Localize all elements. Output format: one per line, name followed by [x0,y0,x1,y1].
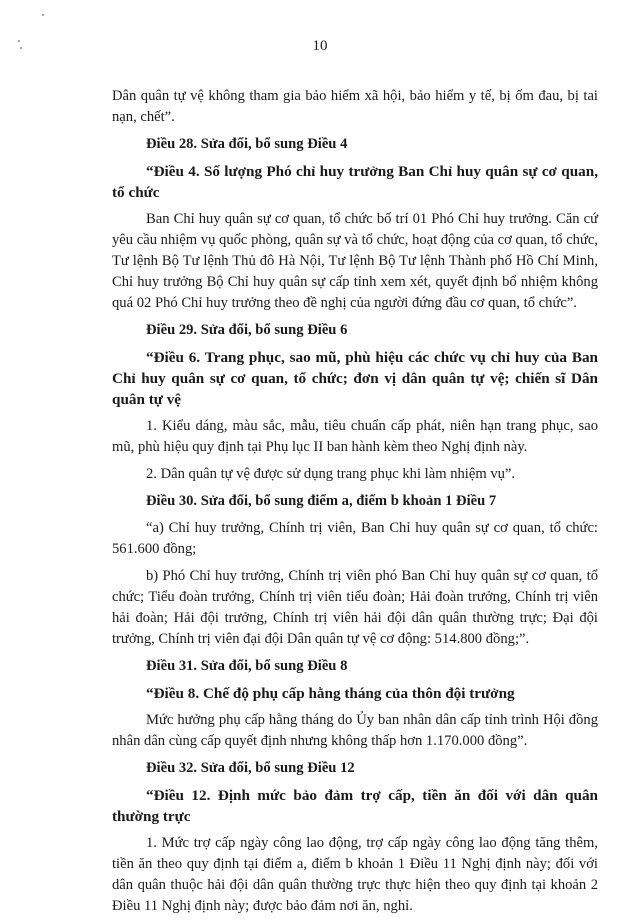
body-paragraph: 1. Mức trợ cấp ngày công lao động, trợ cấp ngày công lao động tăng thêm, tiền ăn theo quy định tại điểm a, điểm b khoản 1 Điều 11 Nghị định này; đối với dân quân thuộc hải đội dân quân thường trực thực hiện theo quy định tại khoản 2 Điều 11 Nghị định này; được bảo đảm nơi ăn, nghỉ. [112,835,598,914]
body-paragraph: b) Phó Chỉ huy trưởng, Chính trị viên phó Ban Chỉ huy quân sự cơ quan, tổ chức; Tiểu đoàn trưởng, Chính trị viên tiểu đoàn; Hải đoàn trưởng, Chính trị viên hải đoàn; Hải đội trưởng, Chính trị viên hải đội dân quân thường trực; Đại đội trưởng, Chính trị viên đại đội Dân quân tự vệ cơ động: 514.800 đồng;”. [112,568,598,647]
body-paragraph: Ban Chỉ huy quân sự cơ quan, tổ chức bố trí 01 Phó Chỉ huy trưởng. Căn cứ yêu cầu nhiệm vụ quốc phòng, quân sự và tổ chức, hoạt động của cơ quan, tổ chức, Tư lệnh Bộ Tư lệnh Thủ đô Hà Nội, Tư lệnh Bộ Tư lệnh Thành phố Hồ Chí Minh, Chỉ huy trưởng Bộ Chỉ huy quân sự cấp tỉnh xem xét, quyết định bổ nhiệm không quá 02 Phó Chỉ huy trưởng theo đề nghị của người đứng đầu cơ quan, tổ chức”. [112,211,598,311]
quoted-article-title: “Điều 12. Định mức bảo đảm trợ cấp, tiền ăn đối với dân quân thường trực [112,787,598,825]
article-heading: Điều 28. Sửa đổi, bổ sung Điều 4 [146,136,348,152]
body-paragraph: 2. Dân quân tự vệ được sử dụng trang phục khi làm nhiệm vụ”. [146,466,516,482]
body-paragraph: Dân quân tự vệ không tham gia bảo hiểm xã hội, bảo hiểm y tế, bị ốm đau, bị tai nạn, chết”. [112,88,598,125]
document-body [112,86,598,923]
body-paragraph: 1. Kiểu dáng, màu sắc, mẫu, tiêu chuẩn cấp phát, niên hạn trang phục, sao mũ, phù hiệu quy định tại Phụ lục II ban hành kèm theo Nghị định này. [112,418,598,455]
quoted-article-title: “Điều 4. Số lượng Phó chỉ huy trưởng Ban Chỉ huy quân sự cơ quan, tổ chức [112,163,598,201]
article-heading: Điều 30. Sửa đổi, bổ sung điểm a, điểm b khoản 1 Điều 7 [146,493,497,509]
page-number: 10 [312,38,328,54]
scan-speck [42,14,44,16]
body-paragraph: “a) Chỉ huy trưởng, Chính trị viên, Ban Chỉ huy quân sự cơ quan, tổ chức: 561.600 đồng; [112,520,598,557]
quoted-article-title: “Điều 8. Chế độ phụ cấp hằng tháng của thôn đội trưởng [146,685,515,702]
body-paragraph: Mức hưởng phụ cấp hằng tháng do Ủy ban nhân dân cấp tỉnh trình Hội đồng nhân dân cùng cấp quyết định nhưng không thấp hơn 1.170.000 đồng”. [112,712,598,749]
article-heading: Điều 31. Sửa đổi, bổ sung Điều 8 [146,658,348,674]
quoted-article-title: “Điều 6. Trang phục, sao mũ, phù hiệu các chức vụ chỉ huy của Ban Chỉ huy quân sự cơ quan, tổ chức; đơn vị dân quân tự vệ; chiến sĩ Dân quân tự vệ [112,349,598,408]
article-heading: Điều 29. Sửa đổi, bổ sung Điều 6 [146,322,348,338]
article-heading: Điều 32. Sửa đổi, bổ sung Điều 12 [146,760,355,776]
